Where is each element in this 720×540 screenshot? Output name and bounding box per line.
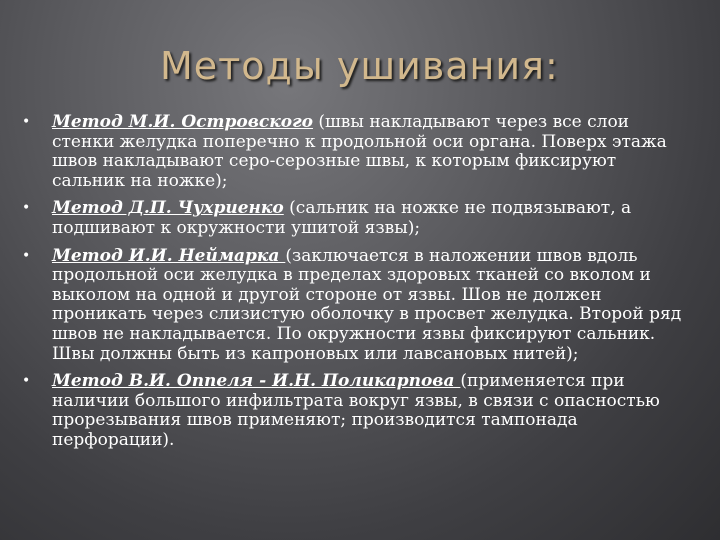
bullet-list: [22, 113, 682, 459]
list-item: [22, 199, 682, 238]
method-name: Метод И.И. Неймарка: [52, 245, 286, 266]
method-name: Метод М.И. Островского: [52, 112, 313, 132]
method-description: (заключается в наложении швов вдоль продольной оси желудка в пределах здоровых тканей со вколом и выколом на одной и другой стороне от язвы. Шов не должен проникать через слизистую оболочку в просвет желудка. Второй ряд швов не накладывается. По окружности язвы фиксируют сальник. Швы должны быть из капроновых или лавсановых нитей);: [52, 245, 682, 364]
bullet-icon: •: [22, 247, 31, 264]
method-name: Метод Д.П. Чухриенко: [52, 198, 284, 219]
method-description: (швы накладывают через все слои стенки желудка поперечно к продольной оси органа. Поверх этажа швов накладывают серо-серозные швы, к которым фиксируют сальник на ножке);: [52, 112, 667, 191]
slide-title: Методы ушивания:: [160, 44, 559, 88]
method-description: (применяется при наличии большого инфильтрата вокруг язвы, в связи с опасностью прорезывания швов применяют; производится тампонада перфорации).: [52, 371, 660, 450]
method-name: Метод В.И. Оппеля - И.Н. Поликарпова: [52, 371, 461, 392]
bullet-icon: •: [22, 200, 31, 217]
bullet-icon: •: [22, 114, 31, 130]
list-item: [22, 247, 682, 365]
list-item: [22, 372, 682, 450]
list-item: [22, 113, 682, 191]
bullet-icon: •: [22, 373, 31, 390]
method-description: (сальник на ножке не подвязывают, а подшивают к окружности ушитой язвы);: [52, 198, 632, 238]
